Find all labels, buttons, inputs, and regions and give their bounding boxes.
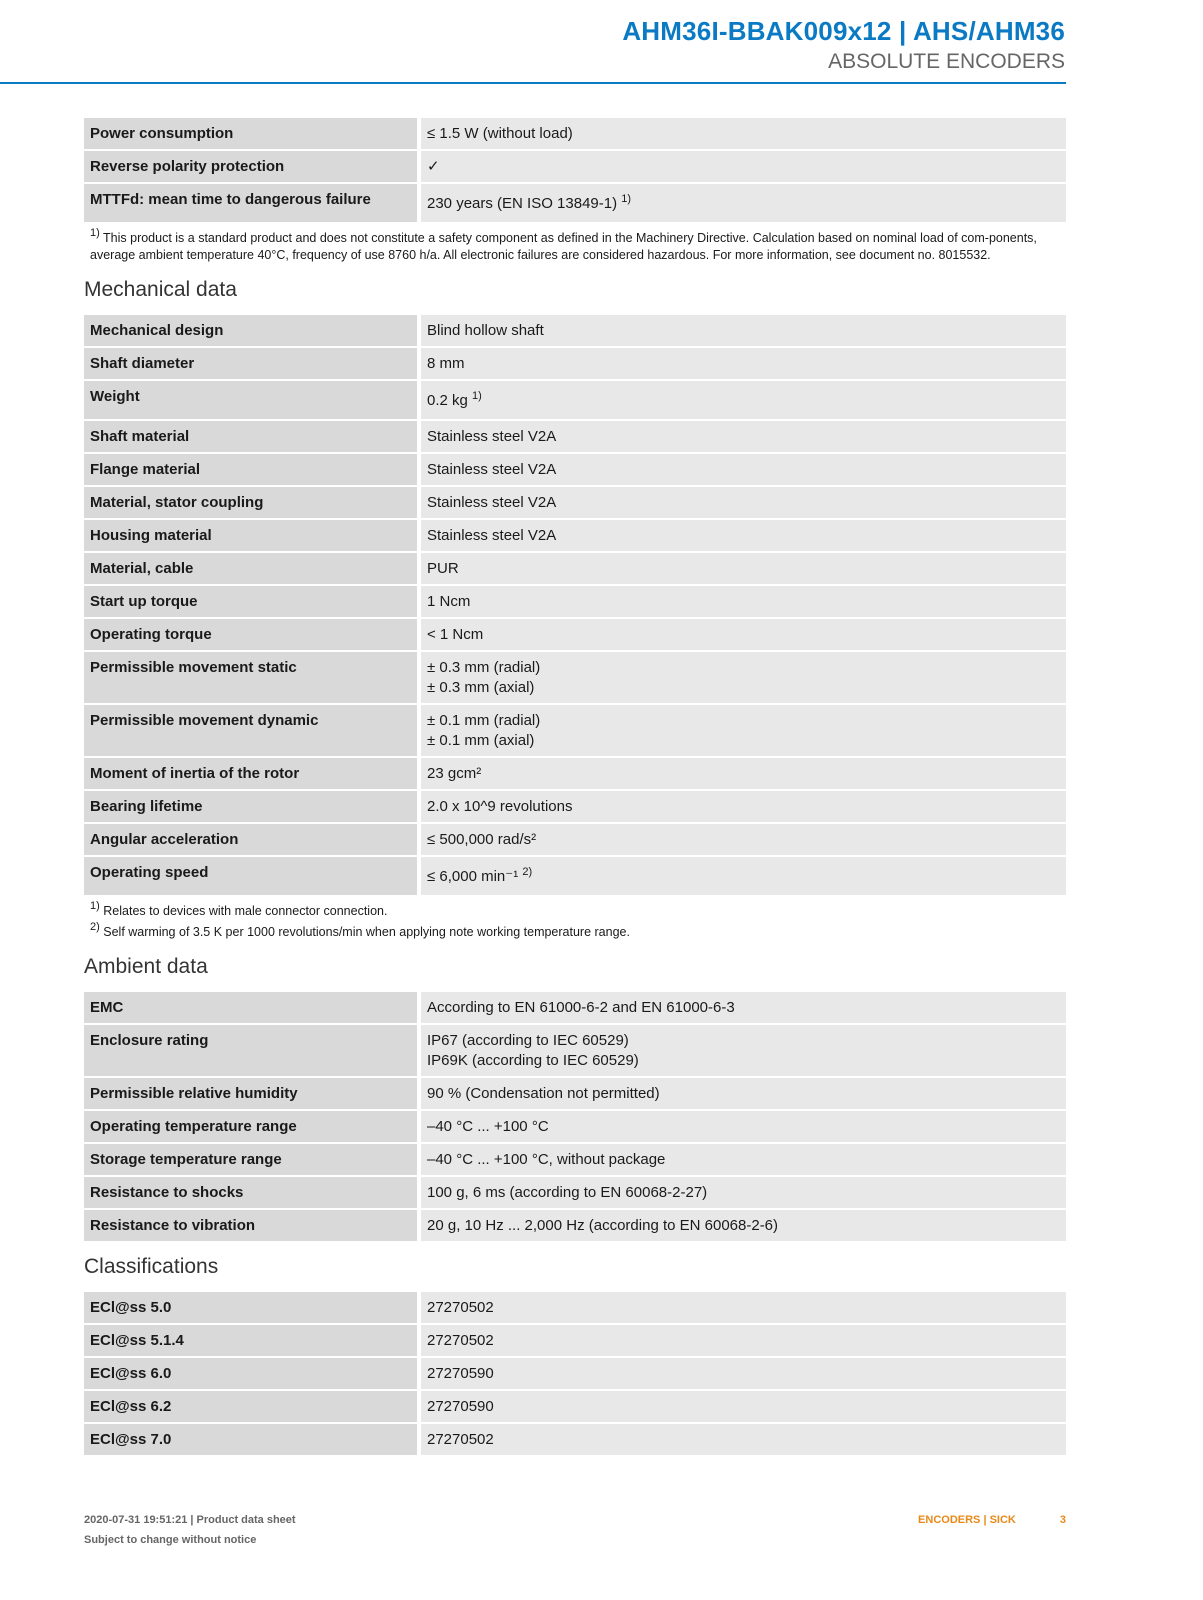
page-number: 3 bbox=[1059, 1514, 1066, 1526]
spec-value bbox=[421, 758, 1066, 789]
spec-value-text: 230 years (EN ISO 13849-1) bbox=[427, 195, 618, 212]
table-row bbox=[84, 1391, 1066, 1422]
footer-notice: Subject to change without notice bbox=[84, 1534, 257, 1546]
spec-value-line bbox=[427, 658, 1060, 678]
spec-value bbox=[421, 992, 1066, 1023]
spec-label: Mechanical design bbox=[84, 315, 421, 346]
spec-value bbox=[421, 824, 1066, 855]
document-title: AHM36I-BBAK009x12 | AHS/AHM36 bbox=[622, 16, 1065, 46]
spec-value-line bbox=[427, 194, 1060, 214]
spec-label: Operating temperature range bbox=[84, 1111, 421, 1142]
table-row bbox=[84, 487, 1066, 518]
spec-value bbox=[421, 151, 1066, 182]
spec-value bbox=[421, 454, 1066, 485]
table-row bbox=[84, 857, 1066, 895]
spec-value bbox=[421, 1210, 1066, 1241]
table-row bbox=[84, 705, 1066, 756]
footnote bbox=[90, 227, 1066, 264]
spec-label: Moment of inertia of the rotor bbox=[84, 758, 421, 789]
spec-value-line bbox=[427, 764, 1060, 784]
spec-value bbox=[421, 791, 1066, 822]
spec-value-text: ✓ bbox=[427, 158, 440, 175]
spec-value-text: 27270590 bbox=[427, 1398, 494, 1415]
spec-value-line bbox=[427, 625, 1060, 645]
table-row bbox=[84, 520, 1066, 551]
table-row bbox=[84, 151, 1066, 182]
spec-label: Start up torque bbox=[84, 586, 421, 617]
spec-value bbox=[421, 857, 1066, 895]
table-row bbox=[84, 824, 1066, 855]
spec-value-text: 20 g, 10 Hz ... 2,000 Hz (according to EN 60068-2-6) bbox=[427, 1217, 779, 1234]
footnote-text: Self warming of 3.5 K per 1000 revolutions/min when applying note working temperature range. bbox=[103, 925, 630, 939]
spec-value-line bbox=[427, 711, 1060, 731]
mechanical-data-table bbox=[84, 313, 1066, 897]
table-row bbox=[84, 586, 1066, 617]
table-row bbox=[84, 315, 1066, 346]
spec-label: Permissible relative humidity bbox=[84, 1078, 421, 1109]
spec-value bbox=[421, 1391, 1066, 1422]
spec-value-line bbox=[427, 1183, 1060, 1203]
spec-label: Material, cable bbox=[84, 553, 421, 584]
spec-label: Power consumption bbox=[84, 118, 421, 149]
spec-value bbox=[421, 381, 1066, 419]
table-row bbox=[84, 1078, 1066, 1109]
footnote-reference: 1) bbox=[472, 390, 482, 402]
spec-value-text: 27270590 bbox=[427, 1365, 494, 1382]
spec-value-line bbox=[427, 321, 1060, 341]
header-divider bbox=[0, 82, 1066, 84]
spec-label: ECl@ss 7.0 bbox=[84, 1424, 421, 1455]
table-row bbox=[84, 1144, 1066, 1175]
ambient-data-table bbox=[84, 990, 1066, 1243]
spec-value-text: ± 0.3 mm (axial) bbox=[427, 679, 535, 696]
spec-value-line bbox=[427, 1051, 1060, 1071]
spec-value-text: Stainless steel V2A bbox=[427, 494, 557, 511]
spec-value bbox=[421, 705, 1066, 756]
spec-label: Weight bbox=[84, 381, 421, 419]
spec-value-line bbox=[427, 1430, 1060, 1450]
spec-label: Resistance to shocks bbox=[84, 1177, 421, 1208]
spec-value-text: –40 °C ... +100 °C, without package bbox=[427, 1151, 666, 1168]
footnote-mark: 2) bbox=[90, 921, 100, 933]
spec-value-text: –40 °C ... +100 °C bbox=[427, 1118, 549, 1135]
spec-label: Storage temperature range bbox=[84, 1144, 421, 1175]
spec-value bbox=[421, 315, 1066, 346]
table-row bbox=[84, 1325, 1066, 1356]
spec-value bbox=[421, 348, 1066, 379]
spec-label: Operating torque bbox=[84, 619, 421, 650]
spec-value bbox=[421, 487, 1066, 518]
spec-label: Permissible movement dynamic bbox=[84, 705, 421, 756]
table-row bbox=[84, 118, 1066, 149]
table-row bbox=[84, 758, 1066, 789]
spec-value-text: 1 Ncm bbox=[427, 593, 471, 610]
spec-value-line bbox=[427, 1117, 1060, 1137]
table-row bbox=[84, 1424, 1066, 1455]
spec-value-line bbox=[427, 731, 1060, 751]
spec-label: ECl@ss 5.0 bbox=[84, 1292, 421, 1323]
spec-value-line bbox=[427, 678, 1060, 698]
spec-label: ECl@ss 6.0 bbox=[84, 1358, 421, 1389]
document-subtitle: ABSOLUTE ENCODERS bbox=[828, 50, 1065, 73]
footnote bbox=[90, 921, 1066, 941]
footnote-text: Relates to devices with male connector connection. bbox=[103, 904, 388, 918]
spec-value bbox=[421, 1144, 1066, 1175]
spec-value bbox=[421, 184, 1066, 222]
spec-value-line bbox=[427, 592, 1060, 612]
table-row bbox=[84, 1177, 1066, 1208]
spec-value-text: 27270502 bbox=[427, 1431, 494, 1448]
spec-value-line bbox=[427, 526, 1060, 546]
spec-value-text: ± 0.1 mm (axial) bbox=[427, 732, 535, 749]
table-row bbox=[84, 1210, 1066, 1241]
table-row bbox=[84, 381, 1066, 419]
spec-value bbox=[421, 1025, 1066, 1076]
electrical-data-table bbox=[84, 116, 1066, 224]
spec-value-line bbox=[427, 1298, 1060, 1318]
page-footer-right bbox=[918, 1510, 1066, 1530]
section-title-classifications: Classifications bbox=[84, 1255, 219, 1278]
spec-value-text: IP69K (according to IEC 60529) bbox=[427, 1052, 639, 1069]
page-header bbox=[622, 14, 1065, 76]
spec-label: ECl@ss 6.2 bbox=[84, 1391, 421, 1422]
spec-value-text: Blind hollow shaft bbox=[427, 322, 544, 339]
spec-value-line bbox=[427, 797, 1060, 817]
footnote-mark: 1) bbox=[90, 900, 100, 912]
spec-value-line bbox=[427, 157, 1060, 177]
spec-label: Shaft material bbox=[84, 421, 421, 452]
spec-value-text: 100 g, 6 ms (according to EN 60068-2-27) bbox=[427, 1184, 708, 1201]
spec-value-text: PUR bbox=[427, 560, 459, 577]
spec-value-line bbox=[427, 354, 1060, 374]
spec-value-text: 90 % (Condensation not permitted) bbox=[427, 1085, 660, 1102]
spec-value bbox=[421, 1358, 1066, 1389]
footnote-reference: 2) bbox=[522, 866, 533, 878]
spec-value-line bbox=[427, 493, 1060, 513]
page-footer-left bbox=[84, 1510, 296, 1550]
footer-date-line: 2020-07-31 19:51:21 | Product data sheet bbox=[84, 1514, 296, 1526]
spec-value bbox=[421, 1078, 1066, 1109]
spec-value bbox=[421, 652, 1066, 703]
spec-value-line bbox=[427, 427, 1060, 447]
spec-value-line bbox=[427, 1150, 1060, 1170]
table-row bbox=[84, 184, 1066, 222]
spec-value bbox=[421, 421, 1066, 452]
spec-value-line bbox=[427, 1331, 1060, 1351]
spec-label: Operating speed bbox=[84, 857, 421, 895]
spec-label: Bearing lifetime bbox=[84, 791, 421, 822]
table-row bbox=[84, 348, 1066, 379]
spec-value-line bbox=[427, 1216, 1060, 1236]
spec-value-text: ≤ 500,000 rad/s² bbox=[427, 831, 537, 848]
spec-label: Housing material bbox=[84, 520, 421, 551]
table-row bbox=[84, 1111, 1066, 1142]
spec-value bbox=[421, 118, 1066, 149]
spec-value-text: ± 0.1 mm (radial) bbox=[427, 712, 541, 729]
mechanical-footnotes bbox=[90, 900, 1066, 941]
spec-value-text: Stainless steel V2A bbox=[427, 461, 557, 478]
spec-label: Material, stator coupling bbox=[84, 487, 421, 518]
spec-value-text: ± 0.3 mm (radial) bbox=[427, 659, 541, 676]
spec-value-line bbox=[427, 460, 1060, 480]
spec-label: Permissible movement static bbox=[84, 652, 421, 703]
spec-label: EMC bbox=[84, 992, 421, 1023]
table-row bbox=[84, 1025, 1066, 1076]
footnote-mark: 1) bbox=[90, 227, 100, 239]
spec-value-line bbox=[427, 830, 1060, 850]
spec-label: Resistance to vibration bbox=[84, 1210, 421, 1241]
spec-value-line bbox=[427, 998, 1060, 1018]
spec-value-line bbox=[427, 124, 1060, 144]
table-row bbox=[84, 1292, 1066, 1323]
spec-value-text: < 1 Ncm bbox=[427, 626, 484, 643]
footnote-reference: 1) bbox=[621, 193, 632, 205]
spec-value-line bbox=[427, 1031, 1060, 1051]
spec-label: MTTFd: mean time to dangerous failure bbox=[84, 184, 421, 222]
table-row bbox=[84, 652, 1066, 703]
spec-value-line bbox=[427, 559, 1060, 579]
spec-value bbox=[421, 520, 1066, 551]
spec-value-line bbox=[427, 1397, 1060, 1417]
spec-label: Reverse polarity protection bbox=[84, 151, 421, 182]
spec-label: Flange material bbox=[84, 454, 421, 485]
table-row bbox=[84, 992, 1066, 1023]
section-title-ambient: Ambient data bbox=[84, 955, 208, 978]
spec-value-text: ≤ 1.5 W (without load) bbox=[427, 125, 573, 142]
table-row bbox=[84, 619, 1066, 650]
spec-value-text: 27270502 bbox=[427, 1299, 494, 1316]
spec-value bbox=[421, 1424, 1066, 1455]
electrical-footnotes bbox=[90, 227, 1066, 264]
footnote bbox=[90, 900, 1066, 920]
spec-value bbox=[421, 553, 1066, 584]
spec-value-text: 0.2 kg bbox=[427, 392, 468, 409]
table-row bbox=[84, 791, 1066, 822]
spec-value-line bbox=[427, 391, 1060, 411]
spec-value-text: 27270502 bbox=[427, 1332, 494, 1349]
table-row bbox=[84, 421, 1066, 452]
spec-label: ECl@ss 5.1.4 bbox=[84, 1325, 421, 1356]
spec-value-text: 2.0 x 10^9 revolutions bbox=[427, 798, 573, 815]
spec-value bbox=[421, 1111, 1066, 1142]
page-content bbox=[84, 118, 1066, 1455]
spec-value bbox=[421, 1325, 1066, 1356]
spec-value-text: 8 mm bbox=[427, 355, 465, 372]
spec-value bbox=[421, 1292, 1066, 1323]
spec-value-line bbox=[427, 1084, 1060, 1104]
spec-label: Enclosure rating bbox=[84, 1025, 421, 1076]
spec-value bbox=[421, 586, 1066, 617]
spec-value bbox=[421, 619, 1066, 650]
section-title-mechanical: Mechanical data bbox=[84, 278, 237, 301]
table-row bbox=[84, 1358, 1066, 1389]
spec-value bbox=[421, 1177, 1066, 1208]
spec-value-text: IP67 (according to IEC 60529) bbox=[427, 1032, 629, 1049]
spec-value-text: Stainless steel V2A bbox=[427, 527, 557, 544]
table-row bbox=[84, 454, 1066, 485]
spec-value-line bbox=[427, 867, 1060, 887]
classifications-table bbox=[84, 1290, 1066, 1457]
spec-label: Shaft diameter bbox=[84, 348, 421, 379]
spec-value-text: Stainless steel V2A bbox=[427, 428, 557, 445]
footer-brand: ENCODERS | SICK bbox=[918, 1514, 1016, 1526]
table-row bbox=[84, 553, 1066, 584]
footnote-text: This product is a standard product and does not constitute a safety component as defined in the Machinery Directive. Calculation based on nominal load of com-ponents, average ambient temperature 40°C, frequency of use 8760 h/a. All electronic failures are considered hazardous. For more information, see document no. 8015532. bbox=[90, 231, 1037, 262]
spec-label: Angular acceleration bbox=[84, 824, 421, 855]
spec-value-text: ≤ 6,000 min⁻¹ bbox=[427, 868, 519, 885]
spec-value-line bbox=[427, 1364, 1060, 1384]
spec-value-text: 23 gcm² bbox=[427, 765, 482, 782]
spec-value-text: According to EN 61000-6-2 and EN 61000-6-3 bbox=[427, 999, 735, 1016]
